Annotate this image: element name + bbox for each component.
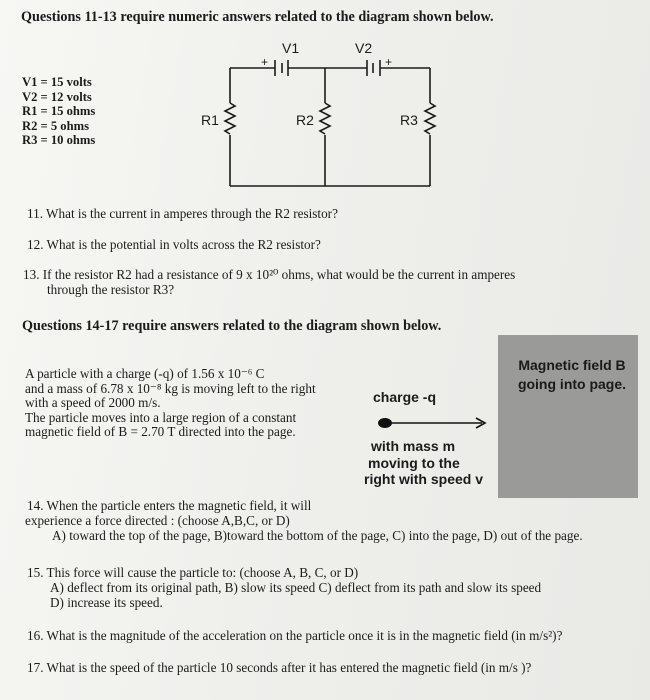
particle-arrow	[372, 414, 497, 434]
charge-label: charge -q	[373, 389, 437, 405]
question-14-options: A) toward the top of the page, B)toward the bottom of the page, C) into the page, D) out of the page.	[52, 528, 583, 543]
question-15-options2: D) increase its speed.	[50, 595, 163, 610]
question-11: 11. What is the current in amperes through the R2 resistor?	[27, 206, 338, 221]
circuit-diagram	[0, 0, 650, 210]
question-15-options1: A) deflect from its original path, B) slow its speed C) deflect from its path and slow its speed	[50, 580, 542, 595]
section-header-11-13: Questions 11-13 require numeric answers related to the diagram shown below.	[21, 9, 494, 25]
particle-dot	[378, 418, 392, 428]
field-label-line1: Magnetic field B	[518, 357, 626, 373]
particle-mass-label	[364, 438, 484, 488]
resistor-r3	[425, 103, 435, 134]
question-14	[27, 498, 583, 543]
mass-line-1: with mass m	[371, 438, 456, 454]
particle-description	[25, 367, 316, 440]
question-15	[27, 565, 541, 610]
label-plus-v1: +	[261, 55, 269, 69]
given-v1: V1 = 15 volts	[22, 75, 92, 89]
particle-line-1: A particle with a charge (-q) of 1.56 x 10⁻⁶ C	[25, 366, 265, 381]
particle-line-2: and a mass of 6.78 x 10⁻⁸ kg is moving left to the right	[25, 380, 316, 396]
question-13-line2: through the resistor R3?	[47, 282, 175, 297]
label-v1: V1	[282, 40, 300, 56]
question-12: 12. What is the potential in volts across the R2 resistor?	[27, 237, 321, 252]
particle-line-4: The particle moves into a large region of a constant	[25, 409, 297, 425]
question-17: 17. What is the speed of the particle 10 seconds after it has entered the magnetic field (in m/s )?	[27, 660, 532, 675]
question-14-line2: experience a force directed : (choose A,B,C, or D)	[25, 513, 290, 528]
label-r2: R2	[296, 112, 314, 128]
particle-line-5: magnetic field of B = 2.70 T directed into the page.	[25, 424, 296, 439]
resistor-r1	[225, 103, 235, 134]
question-15-line1: 15. This force will cause the particle to: (choose A, B, C, or D)	[27, 565, 359, 580]
mass-line-3: right with speed v	[364, 471, 484, 487]
label-r3: R3	[400, 112, 418, 128]
given-r1: R1 = 15 ohms	[22, 104, 96, 118]
label-v2: V2	[355, 40, 373, 56]
question-16: 16. What is the magnitude of the acceleration on the particle once it is in the magnetic field (in m/s²)?	[27, 628, 563, 643]
question-13-line1: 13. If the resistor R2 had a resistance of 9 x 10²⁰ ohms, what would be the current in amperes	[23, 267, 516, 282]
section-header-14-17: Questions 14-17 require answers related to the diagram shown below.	[22, 318, 442, 334]
given-v2: V2 = 12 volts	[22, 89, 92, 104]
magnetic-field-label	[498, 356, 646, 394]
mass-line-2: moving to the	[368, 454, 460, 471]
particle-line-3: with a speed of 2000 m/s.	[25, 395, 161, 410]
label-plus-v2: +	[385, 55, 393, 69]
field-label-line2: going into page.	[517, 376, 627, 392]
question-14-line1: 14. When the particle enters the magnetic field, it will	[27, 498, 312, 513]
given-r3: R3 = 10 ohms	[22, 133, 96, 147]
resistor-r2	[320, 103, 330, 134]
given-r2: R2 = 5 ohms	[22, 118, 90, 133]
question-13	[23, 267, 515, 297]
label-r1: R1	[201, 112, 219, 128]
